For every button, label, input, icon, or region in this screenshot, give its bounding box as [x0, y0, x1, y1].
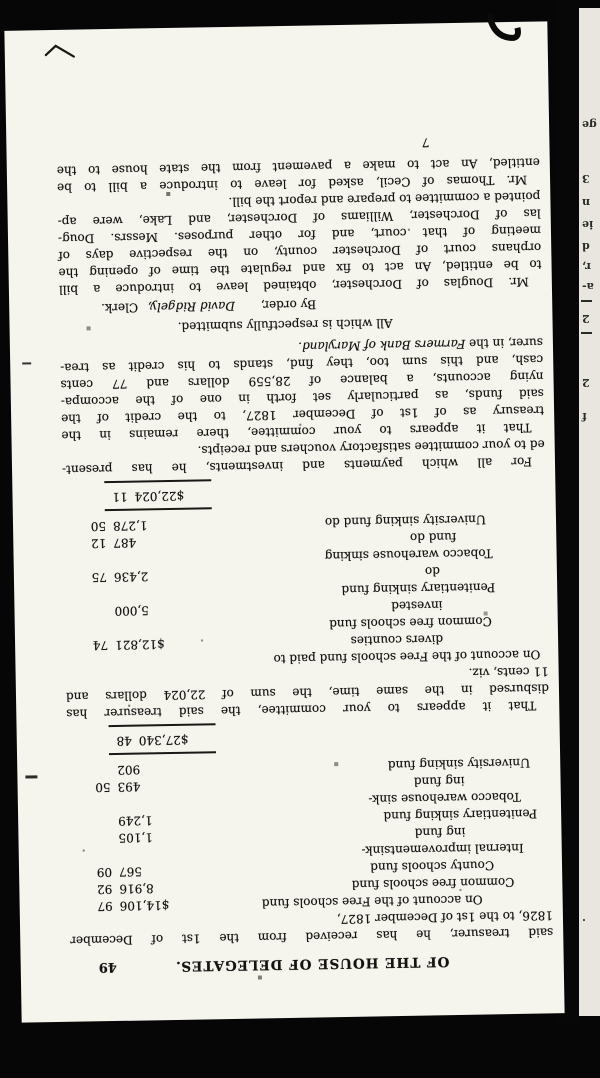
page-header-title: OF THE HOUSE OF DELEGATES.	[174, 953, 450, 974]
text-line: That it appears to your committee, there remains in the	[61, 420, 532, 443]
rule-fragment	[581, 300, 592, 302]
row-label: do	[424, 564, 441, 579]
row-amount: 1,27850	[90, 518, 148, 534]
total-rule	[109, 751, 216, 755]
row-label: On account of the Free schools fund	[261, 892, 483, 911]
row-label: Tobacco warehouse sink-	[368, 789, 521, 807]
text-fragment: 2	[582, 312, 590, 325]
text-fragment: n	[582, 196, 590, 209]
row-label: Internal improvementsink-	[361, 840, 524, 858]
text-line: said treasurer, he has received from the 1st of December	[70, 925, 554, 948]
total-rule	[105, 507, 212, 511]
text-line: entitled, An act to make a pavement from the state house to the	[56, 155, 540, 178]
row-label: ing fund	[414, 824, 466, 840]
text-line: Mr. Thomas of Cecil, asked for leave to introduce a bill to be	[57, 172, 528, 195]
text-line: 1826, to the 1st of December 1827,	[336, 908, 554, 927]
text-line: surer, in the Farmers Bank of Maryland.	[298, 335, 544, 354]
document-page	[4, 21, 564, 1022]
running-head	[71, 950, 554, 975]
row-amount: 2,43675	[91, 569, 149, 585]
text-line: That it appears to your committee, the said treasurer has	[66, 698, 537, 721]
text-line: For all which payments and investments, he has present-	[61, 454, 533, 477]
text-line: disbursed in the same time, the sum of 22,024 dollars and	[65, 681, 550, 704]
text-fragment: ie	[582, 218, 594, 231]
table-total	[62, 473, 545, 511]
text-fragment: r,	[582, 260, 591, 273]
row-amount: 902	[117, 762, 141, 777]
row-amount: 49350	[95, 779, 141, 795]
text-line: said funds, as particularly set forth in one of the accompa-	[60, 386, 544, 409]
rule-fragment	[581, 332, 592, 334]
by-order-label: By order,	[260, 297, 317, 313]
row-amount: 48712	[90, 535, 137, 551]
text-line: las of Dorchester, Williams of Dorchester, and Lake, were ap-	[57, 206, 541, 229]
clerk-title: Clerk.	[101, 300, 139, 316]
text-line: meeting of that court, and for other purposes. Messrs. Doug-	[57, 223, 542, 246]
row-label: fund do	[409, 530, 457, 545]
row-label: Common free schools fund	[329, 614, 492, 632]
submitted-line: All which is respectfully submitted.	[177, 316, 393, 334]
row-amount: $14,10697	[97, 898, 170, 914]
text-line: Mr. Douglas of Dorchester, obtained leave to introduce a bill	[58, 274, 529, 297]
row-label: ing fund	[413, 773, 465, 789]
table-total	[67, 717, 550, 755]
text-line: 11 cents, viz.	[468, 664, 549, 680]
text-fragment: ge	[582, 118, 597, 131]
row-label: University sinking fund do	[324, 512, 487, 530]
text-line: pointed a committee to prepare and report the bill.	[228, 189, 541, 209]
row-amount: 1,105	[118, 830, 153, 845]
row-label: Common free schools fund	[351, 875, 515, 892]
total-rule	[104, 479, 211, 483]
row-label: invested	[391, 598, 443, 614]
signature-mark: 7	[421, 135, 430, 150]
row-amount: 56709	[96, 864, 143, 880]
row-label: University sinking fund	[387, 755, 531, 773]
row-label: Penitentiary sinking fund	[383, 806, 538, 824]
page-content	[4, 21, 564, 1022]
text-fragment: 3	[582, 172, 590, 185]
text-line: ed to your committee satisfactory vouchers and receipts.	[197, 437, 545, 458]
total-amount: $22,02411	[112, 488, 185, 505]
row-amount: 1,249	[118, 813, 153, 828]
row-label: On account of the Free schools fund paid to	[273, 647, 541, 667]
text-fragment: .	[582, 916, 586, 929]
row-amount: 5,000	[114, 603, 150, 618]
text-fragment: f	[582, 410, 587, 423]
page-number: 49	[98, 958, 117, 975]
total-rule	[109, 723, 216, 727]
text-fragment: a-	[582, 280, 594, 293]
text-fragment: 2	[582, 376, 590, 389]
row-label: Tobacco warehouse sinking	[324, 546, 493, 564]
row-label: Penitentiary sinking fund	[341, 580, 496, 598]
text-line: cash, and this sum too, they find, stands to his credit as trea-	[60, 352, 544, 375]
text-line: treasury as of 1st of December 1827, to the credit of the	[61, 403, 545, 426]
row-label: County schools fund	[370, 858, 495, 875]
row-amount: 8,91692	[96, 881, 154, 897]
row-label: divers counties	[350, 632, 444, 648]
text-line: to be entitled, An act to fix and regulate the time of opening the	[58, 257, 542, 280]
adjacent-page-edge	[579, 8, 600, 1016]
text-fragment: d	[582, 240, 590, 253]
text-line: nying accounts, a balance of 28,559 dollars and 77 cents	[60, 369, 544, 392]
total-amount: $27,34048	[116, 732, 189, 748]
clerk-signature: David Ridgely,	[147, 298, 236, 315]
text-line: orphans court of Dorchester county, on the respective days of	[58, 240, 542, 263]
bank-name: Farmers Bank of Maryland.	[298, 336, 466, 354]
row-amount: $12,82174	[92, 637, 165, 653]
